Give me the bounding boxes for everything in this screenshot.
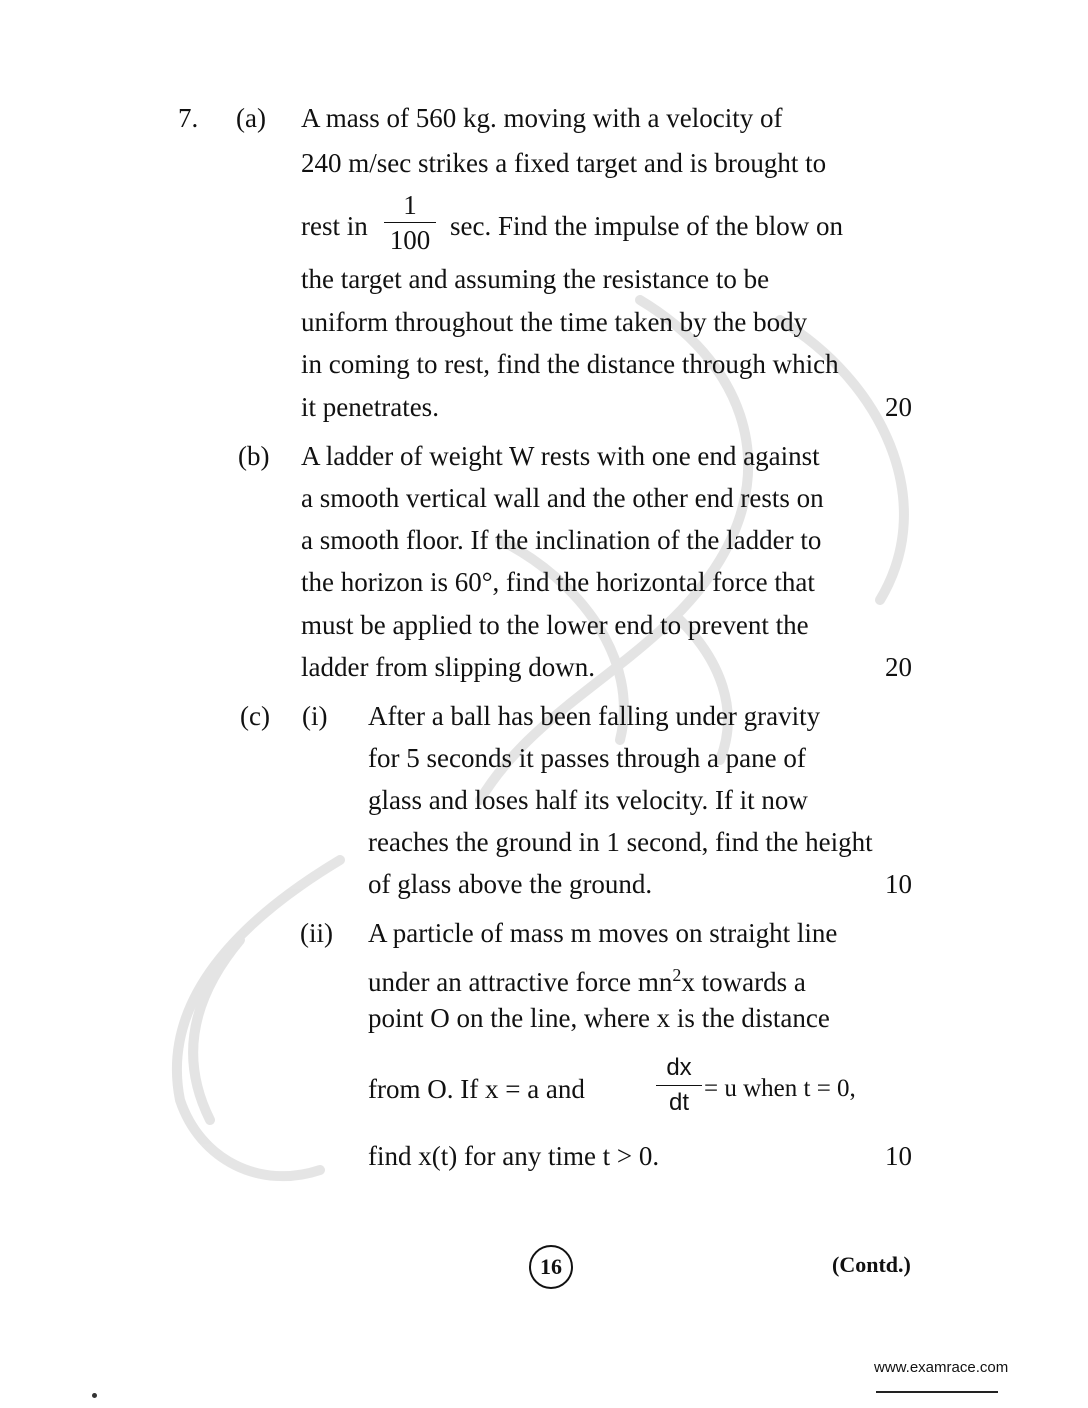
page-number: 16 bbox=[529, 1245, 573, 1289]
part-c-i-line-5: of glass above the ground. bbox=[368, 869, 653, 899]
part-c-ii-line-2 bbox=[368, 958, 806, 999]
part-a-line-5: uniform throughout the time taken by the body bbox=[301, 307, 808, 337]
part-a-line-7: it penetrates. bbox=[301, 392, 439, 422]
fraction-bar bbox=[384, 222, 436, 223]
part-a-line-1: A mass of 560 kg. moving with a velocity of bbox=[301, 103, 783, 133]
part-b-line-4: the horizon is 60°, find the horizontal force that bbox=[301, 567, 815, 597]
fraction-bar bbox=[656, 1085, 702, 1086]
part-b-line-1: A ladder of weight W rests with one end against bbox=[301, 441, 820, 471]
fraction-denominator: dt bbox=[668, 1089, 689, 1116]
website-url: www.examrace.com bbox=[874, 1359, 1009, 1376]
part-c-i-label: (i) bbox=[302, 701, 328, 731]
part-a-line-3-pre: rest in bbox=[301, 211, 368, 241]
part-c-ii-label: (ii) bbox=[300, 918, 333, 948]
question-number: 7. bbox=[178, 103, 199, 133]
part-b-line-5: must be applied to the lower end to prevent the bbox=[301, 610, 809, 640]
part-c-ii-line-1: A particle of mass m moves on straight line bbox=[368, 918, 838, 948]
part-c-ii-line-3: point O on the line, where x is the distance bbox=[368, 1003, 830, 1033]
part-b-line-6: ladder from slipping down. bbox=[301, 652, 595, 682]
part-a-line-4: the target and assuming the resistance to be bbox=[301, 264, 770, 294]
part-b-marks: 20 bbox=[885, 652, 912, 682]
fraction-1-over-100 bbox=[384, 190, 436, 255]
part-a-line-2: 240 m/sec strikes a fixed target and is brought to bbox=[301, 148, 827, 178]
fraction-denominator: 100 bbox=[389, 225, 431, 255]
part-c-i-line-4: reaches the ground in 1 second, find the height bbox=[368, 827, 873, 857]
part-c-i-line-1: After a ball has been falling under gravity bbox=[368, 701, 821, 731]
part-c-ii-marks: 10 bbox=[885, 1141, 912, 1171]
part-b-label: (b) bbox=[238, 441, 270, 471]
superscript-2: 2 bbox=[672, 965, 682, 985]
part-c-i-line-3: glass and loses half its velocity. If it now bbox=[368, 785, 808, 815]
footer-rule bbox=[876, 1391, 998, 1393]
part-a-line-3-post: sec. Find the impulse of the blow on bbox=[450, 211, 843, 241]
part-c-ii-line-2-pre: under an attractive force mn bbox=[368, 967, 673, 997]
part-c-ii-line-4-pre: from O. If x = a and bbox=[368, 1074, 585, 1104]
part-b-line-2: a smooth vertical wall and the other end rests on bbox=[301, 483, 824, 513]
part-c-ii-line-4-post: = u when t = 0, bbox=[704, 1075, 856, 1102]
part-a-line-6: in coming to rest, find the distance through which bbox=[301, 349, 839, 379]
fraction-dx-over-dt bbox=[656, 1053, 702, 1118]
scan-speck bbox=[92, 1393, 97, 1398]
continued-label: (Contd.) bbox=[832, 1252, 911, 1277]
part-c-i-line-2: for 5 seconds it passes through a pane of bbox=[368, 743, 806, 773]
part-c-label: (c) bbox=[240, 701, 270, 731]
part-a-marks: 20 bbox=[885, 392, 912, 422]
part-b-line-3: a smooth floor. If the inclination of the ladder to bbox=[301, 525, 822, 555]
part-c-ii-line-5: find x(t) for any time t > 0. bbox=[368, 1141, 660, 1171]
part-a-label: (a) bbox=[236, 103, 266, 133]
part-c-i-marks: 10 bbox=[885, 869, 912, 899]
fraction-numerator: dx bbox=[666, 1054, 692, 1081]
part-c-ii-line-2-post: x towards a bbox=[681, 967, 806, 997]
fraction-numerator: 1 bbox=[403, 190, 417, 220]
